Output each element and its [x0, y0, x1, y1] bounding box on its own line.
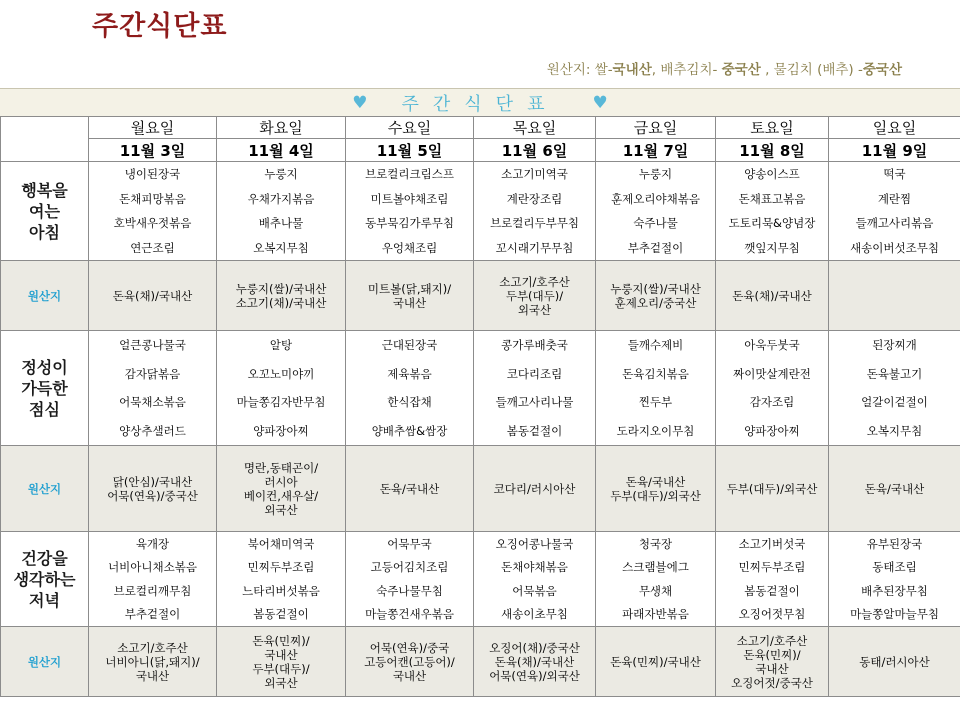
origin-cell: [217, 627, 346, 697]
date-header: 11월 5일: [346, 139, 474, 162]
meal-label: 정성이 가득한 점심: [1, 331, 89, 446]
day-header: 토요일: [716, 117, 829, 139]
menu-item: 오꼬노미야끼: [247, 366, 315, 381]
menu-item: 숙주나물무침: [376, 583, 443, 598]
origin-text: 어묵(연육)/중국 고등어캔(고등어)/ 국내산: [364, 640, 455, 683]
menu-item: 호박새우젓볶음: [113, 216, 192, 231]
menu-cell: [596, 331, 716, 446]
menu-item: 어묵볶음: [512, 583, 557, 598]
menu-cell: [89, 532, 217, 627]
menu-item: 마늘쫑건새우볶음: [365, 607, 454, 622]
meal-row: [1, 331, 960, 446]
menu-item: 연근조림: [130, 240, 175, 255]
menu-item: 고등어김치조림: [370, 560, 449, 575]
origin-cell: [829, 261, 960, 331]
origin-note-kimchi: 중국산: [721, 62, 761, 78]
menu-item: 스크램블에그: [622, 560, 689, 575]
menu-cell: [346, 331, 474, 446]
menu-item: 된장찌개: [872, 338, 917, 353]
menu-item: 청국장: [638, 536, 673, 551]
menu-item: 오징어젓무침: [738, 607, 806, 622]
origin-cell: [346, 627, 474, 697]
menu-item: 봄동겉절이: [744, 583, 800, 598]
menu-item: 돈육불고기: [866, 366, 923, 381]
menu-item: 숙주나물: [633, 216, 678, 231]
menu-item: 양파장아찌: [744, 423, 800, 438]
menu-item: 들깨고사리볶음: [855, 216, 934, 231]
origin-label: 원산지: [1, 627, 89, 697]
menu-cell: [474, 532, 596, 627]
day-header: 금요일: [596, 117, 716, 139]
origin-cell: [346, 446, 474, 532]
menu-item: 한식잡채: [387, 395, 432, 410]
menu-cell: [596, 532, 716, 627]
menu-item: 브로컬리두부무침: [490, 216, 579, 231]
origin-cell: [217, 446, 346, 532]
origin-cell: [89, 446, 217, 532]
menu-item: 마늘쫑김자반무침: [236, 395, 326, 410]
menu-cell: [829, 162, 960, 261]
menu-item: 도라지오이무침: [616, 423, 695, 438]
menu-item: 감자닭볶음: [124, 366, 181, 381]
menu-cell: [716, 532, 829, 627]
menu-item: 도토리묵&양념장: [728, 216, 816, 231]
menu-item: 콩가루배춧국: [501, 338, 568, 353]
menu-item: 찐두부: [638, 395, 673, 410]
origin-label: 원산지: [1, 446, 89, 532]
page-title: 주간식단표: [92, 11, 228, 42]
date-header: 11월 9일: [829, 139, 960, 162]
origin-cell: [474, 446, 596, 532]
origin-row: [1, 261, 960, 331]
menu-cell: [716, 331, 829, 446]
menu-item: 양송이스프: [744, 167, 800, 182]
menu-item: 짜이맛살계란전: [733, 366, 811, 381]
menu-item: 느타리버섯볶음: [242, 583, 320, 598]
menu-item: 제육볶음: [387, 366, 432, 381]
menu-item: 새송이버섯조무침: [850, 240, 939, 255]
menu-item: 돈채피망볶음: [119, 191, 186, 206]
menu-item: 배추나물: [258, 216, 304, 231]
menu-item: 마늘쫑알마늘무침: [850, 607, 939, 622]
meal-label: 행복을 여는 아침: [1, 162, 89, 261]
origin-note-prefix: 원산지: 쌀-: [546, 62, 613, 78]
date-header: 11월 8일: [716, 139, 829, 162]
menu-item: 우채가지볶음: [247, 191, 315, 206]
menu-item: 오복지무침: [253, 240, 309, 255]
menu-item: 유부된장국: [866, 536, 923, 551]
menu-item: 양상추샐러드: [119, 423, 186, 438]
origin-cell: [596, 627, 716, 697]
origin-cell: [716, 446, 829, 532]
menu-item: 꼬시래기무무침: [495, 240, 574, 255]
menu-cell: [596, 162, 716, 261]
origin-text: 돈육(채)/국내산: [112, 288, 193, 303]
menu-item: 깻잎지무침: [744, 240, 800, 255]
heart-icon: ♥: [592, 92, 608, 113]
origin-text: 돈육(채)/국내산: [732, 288, 812, 303]
origin-cell: [596, 446, 716, 532]
menu-item: 새송이초무침: [501, 607, 568, 622]
menu-item: 들깨수제비: [627, 338, 684, 353]
day-header: 월요일: [89, 117, 217, 139]
menu-cell: [346, 162, 474, 261]
menu-item: 냉이된장국: [124, 167, 181, 182]
origin-cell: [474, 627, 596, 697]
origin-cell: [716, 627, 829, 697]
menu-item: 미트볼야채조림: [370, 191, 449, 206]
menu-item: 봄동겉절이: [253, 607, 309, 622]
origin-label: 원산지: [1, 261, 89, 331]
origin-cell: [829, 627, 960, 697]
menu-item: 파래자반볶음: [622, 607, 689, 622]
origin-text: 돈육/국내산 두부(대두)/외국산: [610, 474, 701, 503]
menu-item: 얼큰콩나물국: [119, 338, 186, 353]
origin-text: 누룽지(쌀)/국내산 소고기(채)/국내산: [235, 281, 327, 310]
origin-cell: [217, 261, 346, 331]
menu-item: 부추겉절이: [124, 607, 181, 622]
meal-row: [1, 532, 960, 627]
menu-item: 육개장: [135, 536, 170, 551]
menu-item: 알탕: [269, 338, 293, 353]
date-header: 11월 4일: [217, 139, 346, 162]
menu-item: 부추겉절이: [627, 240, 684, 255]
menu-item: 북어채미역국: [247, 536, 315, 551]
meal-label: 건강을 생각하는 저녁: [1, 532, 89, 627]
menu-item: 아욱두붓국: [744, 338, 800, 353]
menu-item: 계란찜: [877, 191, 912, 206]
origin-cell: [346, 261, 474, 331]
menu-cell: [716, 162, 829, 261]
menu-cell: [217, 532, 346, 627]
menu-item: 동부묵김가루무침: [365, 216, 454, 231]
origin-cell: [596, 261, 716, 331]
menu-item: 소고기버섯국: [738, 536, 806, 551]
menu-item: 계란장조림: [506, 191, 563, 206]
menu-item: 민찌두부조림: [247, 560, 315, 575]
origin-text: 동태/러시아산: [859, 654, 930, 669]
origin-text: 코다리/러시아산: [493, 481, 576, 496]
menu-item: 양배추쌈&쌈장: [371, 423, 448, 438]
menu-cell: [217, 162, 346, 261]
menu-item: 돈육김치볶음: [622, 366, 689, 381]
origin-note: [547, 58, 902, 78]
origin-text: 돈육(민찌)/국내산: [610, 654, 701, 669]
menu-cell: [474, 331, 596, 446]
origin-text: 돈육/국내산: [379, 481, 440, 496]
origin-text: 명란,동태곤이/ 러시아 베이컨,새우살/ 외국산: [243, 460, 319, 517]
origin-text: 누룽지(쌀)/국내산 훈제오리/중국산: [610, 281, 701, 310]
menu-item: 브로컬리크림스프: [365, 167, 454, 182]
menu-item: 양파장아찌: [253, 423, 309, 438]
menu-item: 얼갈이겉절이: [861, 395, 928, 410]
menu-item: 누룽지: [264, 167, 298, 182]
menu-item: 근대된장국: [381, 338, 438, 353]
menu-item: 우엉채조림: [381, 240, 438, 255]
menu-item: 소고기미역국: [501, 167, 568, 182]
day-header: 목요일: [474, 117, 596, 139]
weekly-menu-banner: [0, 88, 960, 117]
date-header: 11월 7일: [596, 139, 716, 162]
menu-item: 돈채야채볶음: [501, 560, 568, 575]
menu-item: 훈제오리야채볶음: [611, 191, 700, 206]
origin-cell: [89, 261, 217, 331]
origin-text: 미트볼(닭,돼지)/ 국내산: [367, 281, 452, 310]
menu-item: 너비아니채소볶음: [108, 560, 197, 575]
menu-cell: [829, 532, 960, 627]
origin-row: [1, 627, 960, 697]
corner-cell: [1, 117, 89, 162]
origin-note-mid2: , 물김치 (배추) -: [760, 62, 863, 78]
day-header: 화요일: [217, 117, 346, 139]
date-header-row: [1, 139, 960, 162]
origin-cell: [474, 261, 596, 331]
menu-item: 코다리조림: [506, 366, 563, 381]
menu-item: 떡국: [883, 167, 906, 182]
menu-table: [0, 116, 960, 697]
origin-note-mid1: , 배추김치-: [651, 62, 722, 78]
origin-text: 닭(안심)/국내산 어묵(연육)/중국산: [107, 474, 198, 503]
menu-item: 배추된장무침: [861, 583, 928, 598]
day-header: 수요일: [346, 117, 474, 139]
menu-cell: [474, 162, 596, 261]
origin-text: 오징어(채)/중국산 돈육(채)/국내산 어묵(연육)/외국산: [489, 640, 580, 683]
menu-item: 동태조림: [872, 560, 917, 575]
menu-item: 오징어콩나물국: [495, 536, 574, 551]
day-header-row: [1, 117, 960, 139]
menu-item: 누룽지: [638, 167, 673, 182]
origin-text: 소고기/호주산 너비아니(닭,돼지)/ 국내산: [105, 640, 200, 683]
menu-item: 브로컬리깨무침: [113, 583, 192, 598]
menu-item: 무생채: [638, 583, 673, 598]
menu-cell: [89, 162, 217, 261]
origin-text: 돈육/국내산: [864, 481, 925, 496]
menu-cell: [346, 532, 474, 627]
menu-cell: [217, 331, 346, 446]
menu-item: 감자조림: [749, 395, 795, 410]
menu-item: 어묵채소볶음: [119, 395, 186, 410]
banner-title: 주간식단표: [401, 93, 559, 115]
menu-item: 돈채표고볶음: [738, 191, 806, 206]
origin-cell: [829, 446, 960, 532]
meal-row: [1, 162, 960, 261]
heart-icon: ♥: [352, 92, 368, 113]
day-header: 일요일: [829, 117, 960, 139]
origin-note-rice: 국내산: [612, 62, 652, 78]
origin-cell: [89, 627, 217, 697]
origin-row: [1, 446, 960, 532]
date-header: 11월 6일: [474, 139, 596, 162]
menu-item: 봄동겉절이: [506, 423, 563, 438]
menu-item: 어묵무국: [387, 536, 432, 551]
origin-text: 소고기/호주산 돈육(민찌)/ 국내산 오징어젓/중국산: [731, 633, 813, 690]
origin-text: 소고기/호주산 두부(대두)/ 외국산: [499, 274, 570, 317]
origin-text: 돈육(민찌)/ 국내산 두부(대두)/ 외국산: [252, 633, 310, 690]
menu-cell: [89, 331, 217, 446]
date-header: 11월 3일: [89, 139, 217, 162]
menu-cell: [829, 331, 960, 446]
menu-item: 들깨고사리나물: [495, 395, 574, 410]
origin-note-water-kimchi: 중국산: [862, 62, 902, 78]
origin-text: 두부(대두)/외국산: [726, 481, 818, 496]
menu-item: 민찌두부조림: [738, 560, 806, 575]
origin-cell: [716, 261, 829, 331]
menu-item: 오복지무침: [866, 423, 923, 438]
